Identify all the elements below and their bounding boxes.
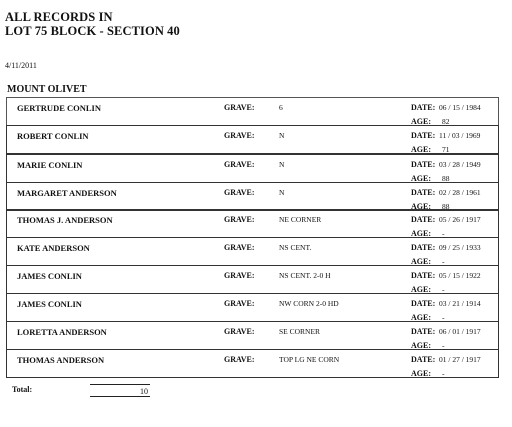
grave-label: GRAVE: xyxy=(224,243,255,252)
grave-label: GRAVE: xyxy=(224,215,255,224)
age-label: AGE: xyxy=(411,369,431,378)
record-row xyxy=(6,321,499,350)
age-label: AGE: xyxy=(411,285,431,294)
record-age: - xyxy=(442,285,445,294)
record-name: JAMES CONLIN xyxy=(17,271,82,281)
record-name: MARIE CONLIN xyxy=(17,160,83,170)
record-age: - xyxy=(442,341,445,350)
record-grave: NW CORN 2-0 HD xyxy=(279,299,339,308)
record-age: 88 xyxy=(442,202,450,211)
records-list xyxy=(6,97,499,382)
record-age: - xyxy=(442,229,445,238)
title-line-2: LOT 75 BLOCK - SECTION 40 xyxy=(5,24,180,38)
date-label: DATE: xyxy=(411,103,436,112)
record-row xyxy=(6,125,499,154)
age-label: AGE: xyxy=(411,229,431,238)
grave-label: GRAVE: xyxy=(224,327,255,336)
date-label: DATE: xyxy=(411,215,436,224)
title-line-1: ALL RECORDS IN xyxy=(5,10,113,24)
grave-label: GRAVE: xyxy=(224,131,255,140)
record-name: LORETTA ANDERSON xyxy=(17,327,107,337)
record-age: 88 xyxy=(442,174,450,183)
grave-label: GRAVE: xyxy=(224,188,255,197)
report-title xyxy=(5,10,180,38)
date-label: DATE: xyxy=(411,160,436,169)
printed-date: 4/11/2011 xyxy=(5,61,37,70)
grave-label: GRAVE: xyxy=(224,160,255,169)
record-date: 05 / 15 / 1922 xyxy=(439,271,481,280)
cemetery-name: MOUNT OLIVET xyxy=(7,84,87,95)
record-row xyxy=(6,209,499,238)
record-grave: N xyxy=(279,131,285,140)
record-row xyxy=(6,293,499,322)
record-name: GERTRUDE CONLIN xyxy=(17,103,102,113)
record-age: - xyxy=(442,313,445,322)
grave-label: GRAVE: xyxy=(224,299,255,308)
record-name: KATE ANDERSON xyxy=(17,243,90,253)
record-grave: N xyxy=(279,160,285,169)
age-label: AGE: xyxy=(411,341,431,350)
record-date: 06 / 15 / 1984 xyxy=(439,103,481,112)
record-date: 03 / 28 / 1949 xyxy=(439,160,481,169)
record-date: 02 / 28 / 1961 xyxy=(439,188,481,197)
record-grave: SE CORNER xyxy=(279,327,321,336)
record-row xyxy=(6,265,499,294)
age-label: AGE: xyxy=(411,313,431,322)
record-grave: 6 xyxy=(279,103,283,112)
record-age: 71 xyxy=(442,145,450,154)
age-label: AGE: xyxy=(411,174,431,183)
record-name: MARGARET ANDERSON xyxy=(17,188,117,198)
date-label: DATE: xyxy=(411,271,436,280)
record-date: 09 / 25 / 1933 xyxy=(439,243,481,252)
record-row xyxy=(6,97,499,126)
record-name: THOMAS ANDERSON xyxy=(17,355,105,365)
record-row xyxy=(6,237,499,266)
record-name: ROBERT CONLIN xyxy=(17,131,89,141)
record-row xyxy=(6,182,499,211)
total-rule-top xyxy=(90,384,150,385)
record-grave: NS CENT. xyxy=(279,243,312,252)
age-label: AGE: xyxy=(411,117,431,126)
record-grave: NE CORNER xyxy=(279,215,322,224)
date-label: DATE: xyxy=(411,327,436,336)
record-age: - xyxy=(442,257,445,266)
date-label: DATE: xyxy=(411,188,436,197)
record-date: 05 / 26 / 1917 xyxy=(439,215,481,224)
date-label: DATE: xyxy=(411,131,436,140)
record-date: 01 / 27 / 1917 xyxy=(439,355,481,364)
record-age: - xyxy=(442,369,445,378)
record-date: 11 / 03 / 1969 xyxy=(439,131,481,140)
grave-label: GRAVE: xyxy=(224,103,255,112)
age-label: AGE: xyxy=(411,202,431,211)
total-label: Total: xyxy=(12,385,33,394)
grave-label: GRAVE: xyxy=(224,355,255,364)
record-grave: N xyxy=(279,188,285,197)
record-row xyxy=(6,154,499,183)
record-grave: NS CENT. 2-0 H xyxy=(279,271,331,280)
grave-label: GRAVE: xyxy=(224,271,255,280)
total-rule-bottom xyxy=(90,396,150,397)
record-name: THOMAS J. ANDERSON xyxy=(17,215,113,225)
record-name: JAMES CONLIN xyxy=(17,299,82,309)
record-date: 03 / 21 / 1914 xyxy=(439,299,481,308)
date-label: DATE: xyxy=(411,299,436,308)
age-label: AGE: xyxy=(411,145,431,154)
date-label: DATE: xyxy=(411,243,436,252)
age-label: AGE: xyxy=(411,257,431,266)
date-label: DATE: xyxy=(411,355,436,364)
record-row xyxy=(6,349,499,378)
record-age: 82 xyxy=(442,117,450,126)
record-date: 06 / 01 / 1917 xyxy=(439,327,481,336)
total-value: 10 xyxy=(140,387,148,396)
record-grave: TOP LG NE CORN xyxy=(279,355,340,364)
